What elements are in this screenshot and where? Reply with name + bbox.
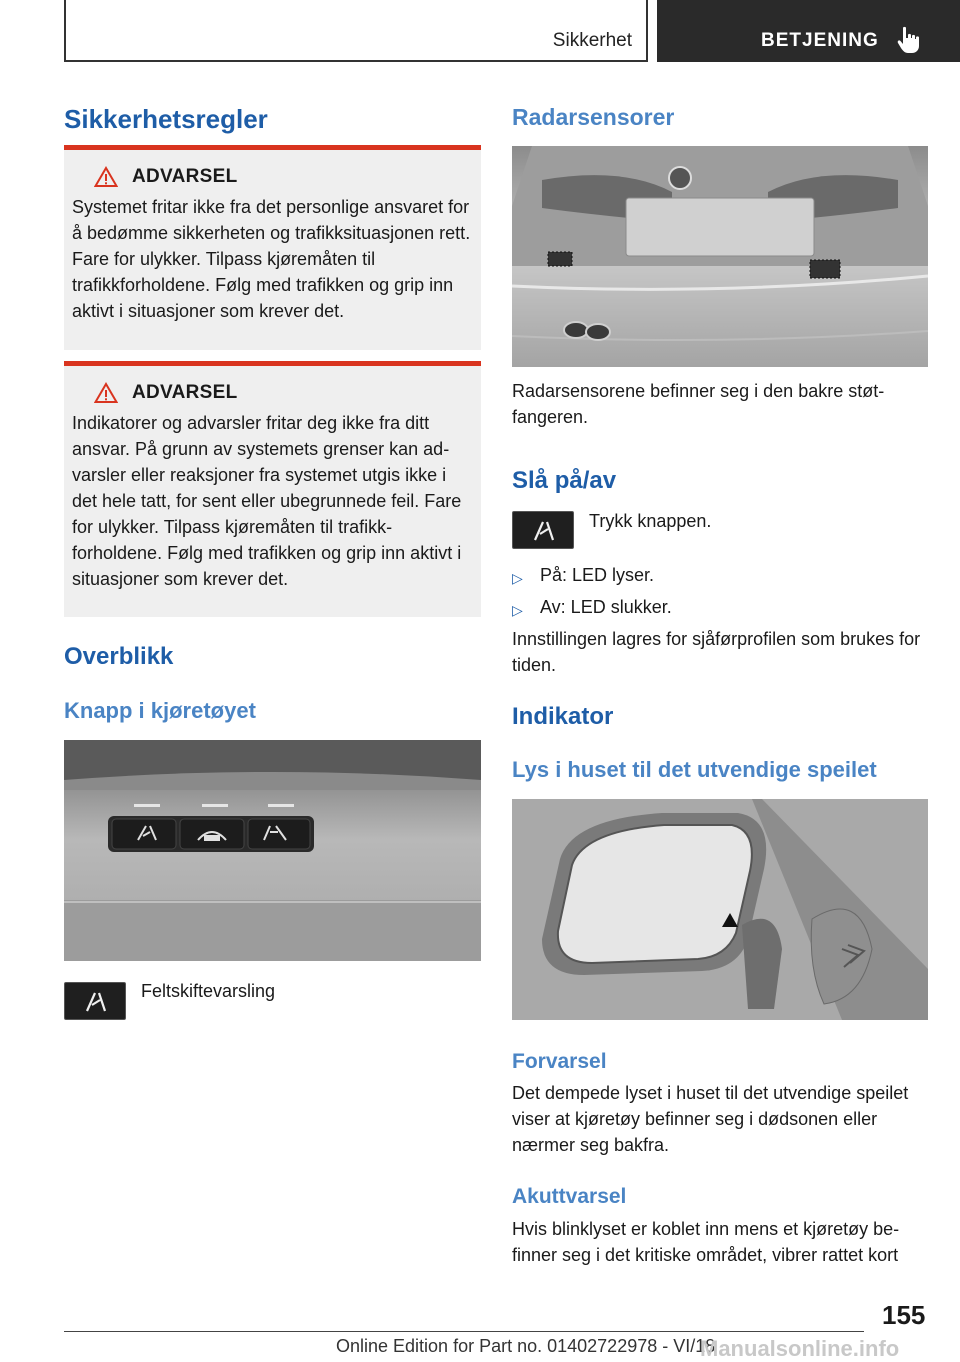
bullet-text-off: Av: LED slukker.: [540, 597, 672, 617]
button-panel-image: [64, 740, 481, 961]
triangle-bullet-icon: ▷: [512, 602, 523, 618]
acute-warning-text: Hvis blinklyset er koblet inn mens et kjøretøy befinner seg i det kritiske området, vibrer rattet kort: [512, 1219, 900, 1265]
profile-note: Innstillingen lagres for sjåførprofilen som brukes for tiden.: [512, 629, 921, 675]
warning-box-2: [64, 361, 481, 617]
header-chapter-box: [657, 0, 960, 62]
title-acute-warning: Akuttvarsel: [512, 1185, 627, 1208]
lane-change-button-icon-2: [512, 511, 574, 549]
warning-triangle-icon: [94, 382, 118, 404]
warning-text-2: Indikatorer og advarsler fritar deg ikke fra ditt ansvar. På grunn av systemets grenser kan advarsler eller reaksjoner fra systemet utgis ikke i det hele tatt, for sent eller ubegrunnede feil. Fare for ulykker. Tilpass kjøremåten til trafikkforholdene. Følg med trafikken og grip inn aktivt i situasjoner som krever det.: [72, 413, 462, 589]
warning-title-1: ADVARSEL: [132, 166, 238, 187]
bullet-item-on: [512, 562, 654, 591]
title-on-off: Slå på/av: [512, 467, 617, 494]
bullet-text-on: På: LED lyser.: [540, 565, 655, 585]
pointing-hand-icon: [897, 26, 923, 54]
car-rear-illustration: [512, 146, 928, 367]
forewarning-text: Det dempede lyset i huset til det utvendige speilet viser at kjøretøy befinner seg i dødsonen eller nærmer seg bakfra.: [512, 1083, 909, 1155]
title-indicator: Indikator: [512, 703, 614, 730]
mirror-illustration: [512, 799, 928, 1020]
radar-description: Radarsensorene befinner seg i den bakre støtfangeren.: [512, 381, 885, 427]
footer-divider: [64, 1331, 864, 1332]
lane-change-button-icon: [64, 982, 126, 1020]
on-off-instruction: Trykk knappen.: [589, 511, 712, 531]
page-number: 155: [882, 1300, 926, 1330]
button-caption: Feltskiftevarsling: [141, 981, 276, 1001]
watermark: Manualsonline.info: [700, 1336, 900, 1361]
button-panel-illustration: [64, 740, 481, 961]
title-safety-rules: Sikkerhetsregler: [64, 104, 268, 134]
warning-triangle-icon: [94, 166, 118, 188]
header-section-label: Sikkerhet: [552, 30, 632, 51]
warning-text-1: Systemet fritar ikke fra det personlige ansvaret for å bedømme sikkerheten og trafikksituasjonen rett. Fare for ulykker. Tilpass kjøremåten til trafikkforholdene. Følg med trafikken og grip inn aktivt i situasjoner som krever det.: [72, 197, 471, 321]
triangle-bullet-icon: ▷: [512, 570, 523, 586]
radar-sensor-image: [512, 146, 928, 367]
header-chapter-label: BETJENING: [761, 30, 879, 51]
warning-box-1: [64, 145, 481, 350]
title-vehicle-button: Knapp i kjøretøyet: [64, 698, 256, 723]
title-mirror-light: Lys i huset til det utvendige speilet: [512, 757, 877, 782]
bullet-item-off: [512, 594, 672, 623]
title-radar-sensors: Radarsensorer: [512, 104, 675, 130]
warning-title-2: ADVARSEL: [132, 382, 238, 403]
footer-edition: Online Edition for Part no. 01402722978 - VI/18: [336, 1336, 716, 1356]
mirror-image: [512, 799, 928, 1020]
title-forewarning: Forvarsel: [512, 1050, 607, 1073]
header-section-box: [64, 0, 648, 62]
title-overview: Overblikk: [64, 643, 174, 670]
